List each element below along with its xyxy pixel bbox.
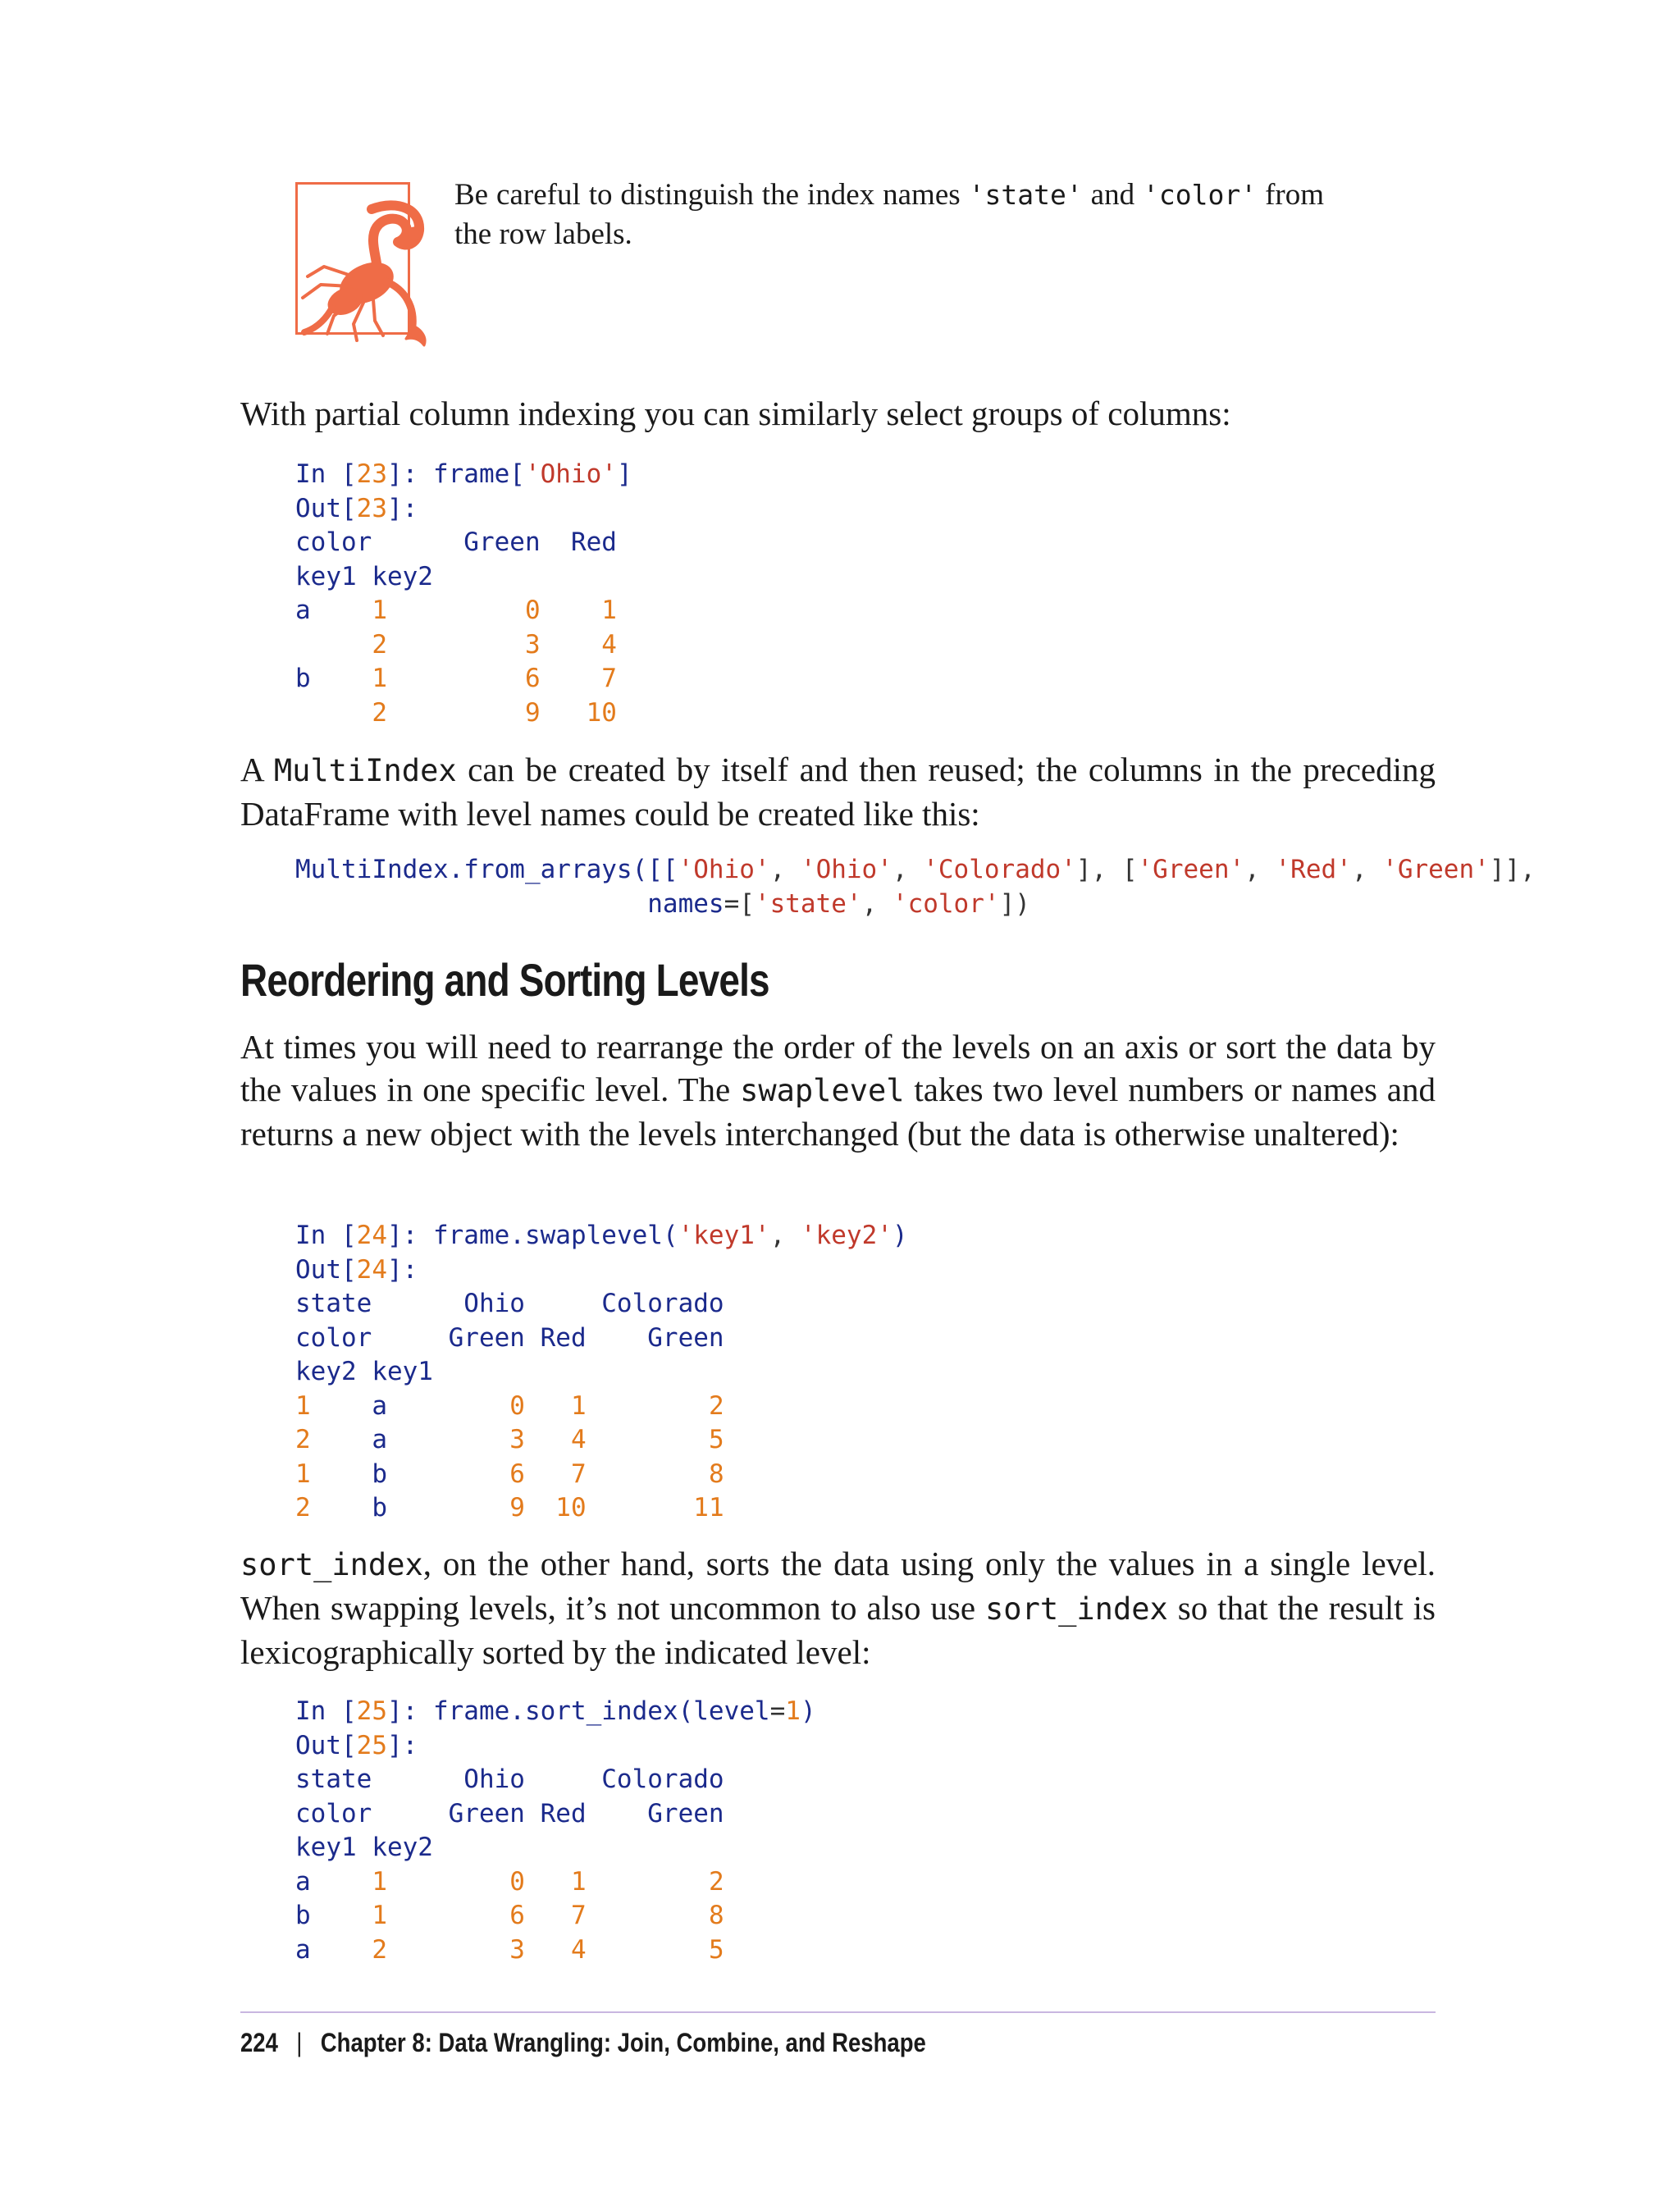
code-line: color Green Red Green <box>295 1322 724 1353</box>
page-footer <box>240 2025 926 2061</box>
code-row: a 1 0 1 2 <box>295 1866 724 1897</box>
code-block-from-arrays <box>295 853 1536 921</box>
code-row: a 1 0 1 <box>295 596 617 625</box>
code-line: color Green Red Green <box>295 1798 724 1828</box>
code-block-23 <box>295 458 632 730</box>
code-line: Out[25]: <box>295 1730 418 1760</box>
paragraph-multiindex: A MultiIndex can be created by itself and then reused; the columns in the preceding DataFrame with level names could be created like this: <box>240 751 1436 833</box>
code-color: 'color' <box>1143 179 1258 211</box>
paragraph-swaplevel: At times you will need to rearrange the order of the levels on an axis or sort the data by the values in one specific level. The swaplevel takes two level numbers or names and returns a new object with the levels interchanged (but the data is otherwise unaltered): <box>240 1028 1436 1153</box>
code-row: 2 9 10 <box>372 697 617 728</box>
section-heading: Reordering and Sorting Levels <box>240 954 769 1006</box>
code-state: 'state' <box>968 179 1083 211</box>
code-block-24 <box>295 1219 908 1526</box>
footer-separator: | <box>296 2028 303 2057</box>
code-line: names=['state', 'color']) <box>647 888 1030 919</box>
code-multiindex: MultiIndex <box>273 753 457 788</box>
code-row: 2 a 3 4 5 <box>295 1425 724 1454</box>
code-row: 1 b 6 7 8 <box>295 1459 724 1489</box>
code-row: b 1 6 7 <box>295 664 617 693</box>
code-line: state Ohio Colorado <box>295 1289 724 1318</box>
code-block-25 <box>295 1695 816 1967</box>
paragraph-partial-column-indexing: With partial column indexing you can similarly select groups of columns: <box>240 395 1231 432</box>
code-row: 2 3 4 <box>372 629 617 660</box>
code-line: color Green Red <box>295 527 617 557</box>
code-row: a 2 3 4 5 <box>295 1934 724 1965</box>
code-line: In [23]: frame['Ohio'] <box>295 459 632 489</box>
chapter-title: Chapter 8: Data Wrangling: Join, Combine, and Reshape <box>320 2028 926 2057</box>
code-line: Out[24]: <box>295 1254 418 1285</box>
paragraph-sort-index: sort_index, on the other hand, sorts the data using only the values in a single level. When swapping levels, it’s not uncommon to also use sort_index so that the result is lexicographically sorted by the indicated level: <box>240 1545 1436 1671</box>
page-number: 224 <box>240 2028 278 2057</box>
code-line: MultiIndex.from_arrays([['Ohio', 'Ohio', 'Colorado'], ['Green', 'Red', 'Green']], <box>295 855 1536 884</box>
code-line: key1 key2 <box>295 561 433 591</box>
code-swaplevel: swaplevel <box>740 1073 905 1108</box>
code-line: state Ohio Colorado <box>295 1764 724 1794</box>
scorpion-icon-graphic <box>275 185 439 349</box>
code-line: Out[23]: <box>295 493 418 523</box>
scorpion-icon <box>295 182 410 335</box>
code-line: In [25]: frame.sort_index(level=1) <box>295 1696 816 1726</box>
code-line: key1 key2 <box>295 1833 433 1862</box>
code-row: b 1 6 7 8 <box>295 1901 724 1930</box>
code-sort-index: sort_index <box>985 1591 1168 1627</box>
footer-rule <box>240 2011 1436 2013</box>
code-row: 2 b 9 10 11 <box>295 1493 724 1522</box>
code-row: 1 a 0 1 2 <box>295 1390 724 1421</box>
code-line: In [24]: frame.swaplevel('key1', 'key2') <box>295 1221 908 1250</box>
code-sort-index: sort_index <box>240 1547 423 1582</box>
code-line: key2 key1 <box>295 1357 433 1386</box>
tip-text: Be careful to distinguish the index names 'state' and 'color' from the row labels. <box>454 178 1324 251</box>
